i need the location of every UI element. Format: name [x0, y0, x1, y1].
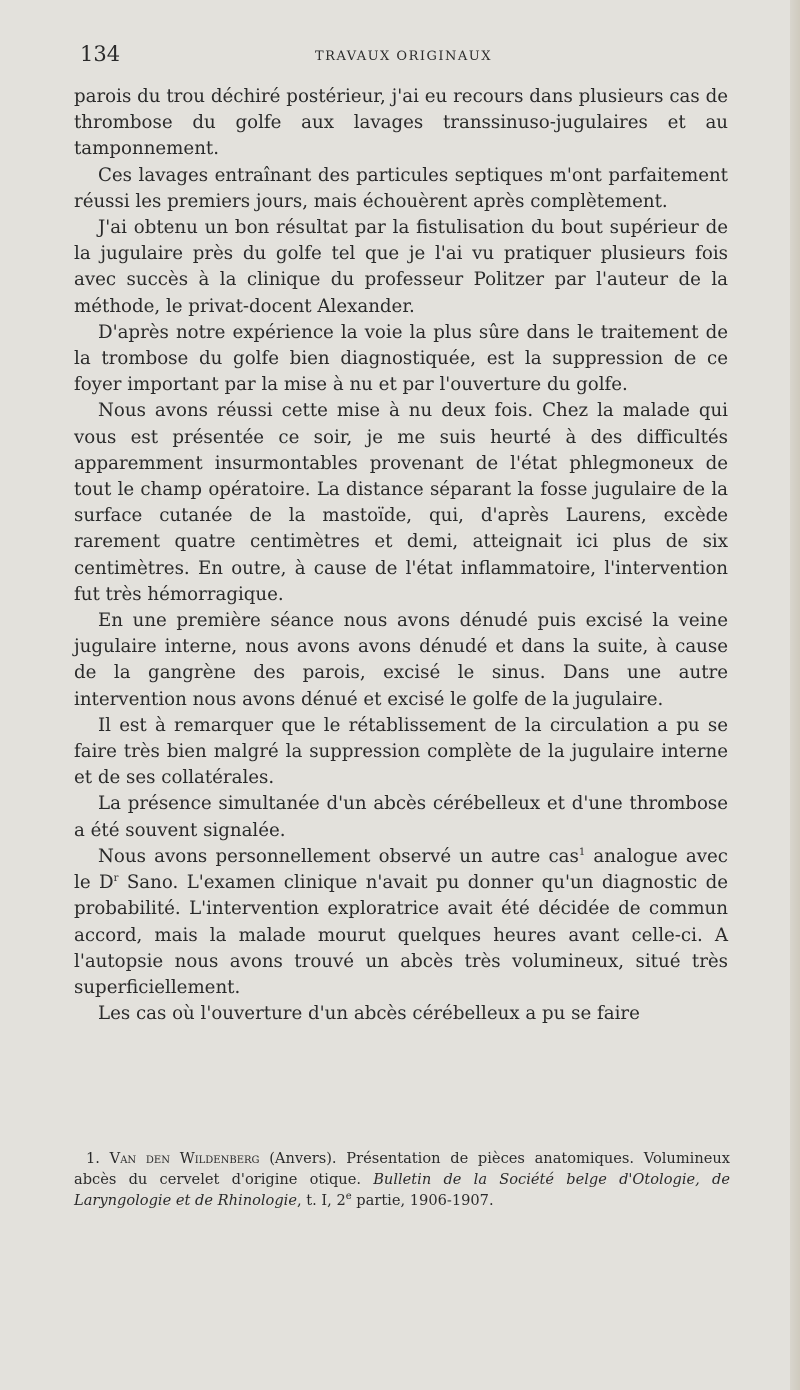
paragraph-6: En une première séance nous avons dénudé puis excisé la veine jugulaire interne, nous avons avons dénudé et dans la suite, à cause de la gangrène des parois, excisé le sinus. Dans une autre intervention nous avons dénué et excisé le golfe de la jugulaire.: [74, 610, 728, 710]
body-text: [74, 84, 728, 1027]
paragraph-5: Nous avons réussi cette mise à nu deux fois. Chez la malade qui vous est présentée ce soir, je me suis heurté à des difficultés apparemment insurmontables provenant de l'état phlegmoneux de tout le champ opératoire. La distance séparant la fosse jugulaire de la surface cutanée de la mastoïde, qui, d'après Laurens, excède rarement quatre centimètres et demi, atteignait ici plus de six centimètres. En outre, à cause de l'état inflammatoire, l'intervention fut très hémorragique.: [74, 400, 728, 605]
footnote-year: partie, 1906-1907.: [351, 1192, 494, 1209]
footnote-author: Van den Wildenberg: [109, 1150, 260, 1167]
doctor-abbrev-superscript: r: [113, 873, 119, 885]
paragraph-1: parois du trou déchiré postérieur, j'ai eu recours dans plusieurs cas de thrombose du golfe aux lavages transsinuso-jugulaires et au tamponnement.: [74, 86, 728, 160]
footnote-journal: Bulletin de la Société belge d'Otologie, de Laryngologie et de Rhinologie: [74, 1171, 730, 1209]
footnote-superscript: e: [345, 1191, 352, 1203]
page-edge: [790, 0, 800, 1390]
paragraph-2: Ces lavages entraînant des particules septiques m'ont parfaitement réussi les premiers jours, mais échouèrent après complètement.: [74, 164, 728, 212]
paragraph-9-start: Nous avons personnellement observé un autre cas: [98, 845, 579, 867]
paragraph-8: La présence simultanée d'un abcès cérébelleux et d'une thrombose a été souvent signalée.: [74, 793, 728, 841]
running-head: TRAVAUX ORIGINAUX: [315, 49, 493, 64]
paragraph-4: D'après notre expérience la voie la plus sûre dans le traitement de la trombose du golfe bien diagnostiquée, est la suppression de ce foyer important par la mise à nu et par l'ouverture du golfe.: [74, 321, 728, 396]
paragraph-7: Il est à remarquer que le rétablissement de la circulation a pu se faire très bien malgré la suppression complète de la jugulaire interne et de ses collatérales.: [74, 714, 728, 789]
footnote-volume: , t. I, 2: [296, 1192, 346, 1209]
page-header: [80, 42, 730, 72]
footnote: [74, 1148, 730, 1211]
footnote-reference: 1: [578, 846, 586, 858]
paragraph-9-middle: analogue avec le D: [74, 845, 728, 894]
footnote-text: [74, 1148, 730, 1211]
paragraph-9-end: Sano. L'examen clinique n'avait pu donner qu'un diagnostic de probabilité. L'intervention exploratrice avait été décidée de commun accord, mais la malade mourut quelques heures avant celle-ci. A l'autopsie nous avons trouvé un abcès très volumineux, situé très superficiellement.: [74, 872, 728, 998]
footnote-title: (Anvers). Présentation de pièces anatomiques. Volumineux abcès du cervelet d'origine otique.: [74, 1150, 730, 1188]
paragraph-9: [74, 844, 728, 1001]
paragraph-3: J'ai obtenu un bon résultat par la fistulisation du bout supérieur de la jugulaire près du golfe tel que je l'ai vu pratiquer plusieurs fois avec succès à la clinique du professeur Politzer par l'auteur de la méthode, le privat-docent Alexander.: [74, 217, 728, 317]
page-number: 134: [80, 42, 121, 66]
footnote-number: 1.: [86, 1150, 100, 1167]
paragraph-10: Les cas où l'ouverture d'un abcès cérébelleux a pu se faire: [98, 1003, 640, 1025]
